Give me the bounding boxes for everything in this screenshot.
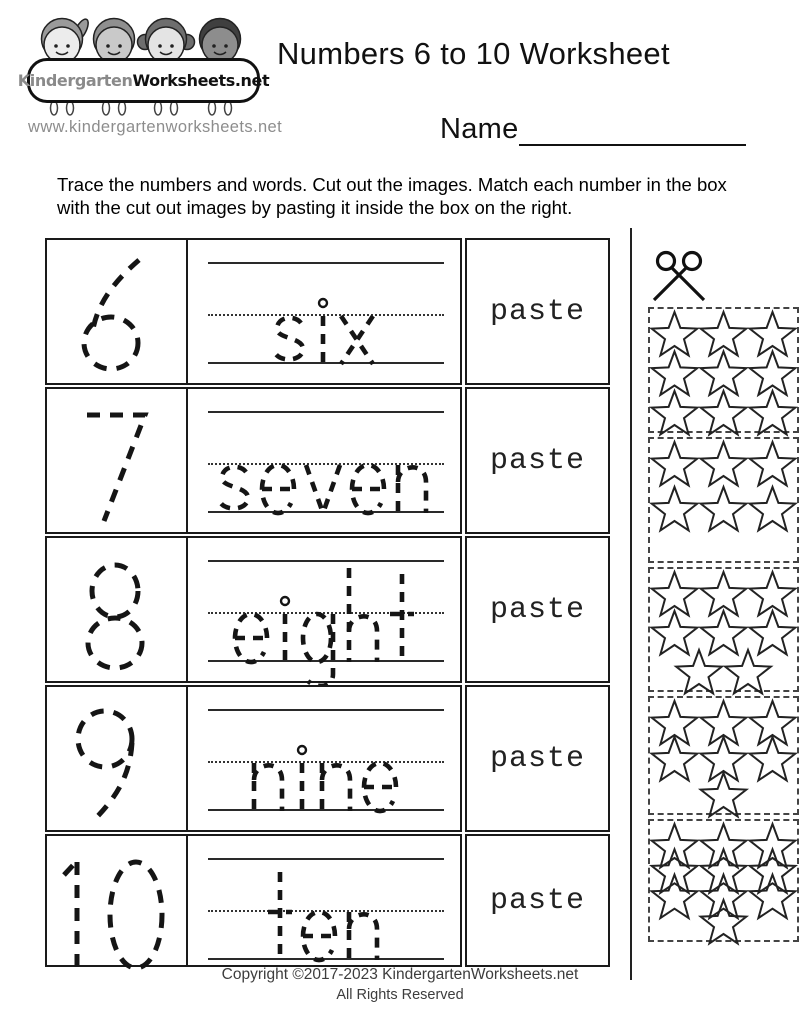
trace-number xyxy=(47,240,186,386)
footer xyxy=(0,966,800,1003)
trace-number-cell xyxy=(45,238,188,385)
paste-box xyxy=(465,387,610,534)
trace-number xyxy=(47,836,186,982)
column-divider-line xyxy=(630,228,632,980)
name-blank-line xyxy=(519,112,746,146)
paste-label: paste xyxy=(489,883,585,918)
website-url: www.kindergartenworksheets.net xyxy=(28,118,283,136)
trace-number-cell xyxy=(45,387,188,534)
logo xyxy=(17,12,270,122)
trace-number xyxy=(47,687,186,833)
paste-label: paste xyxy=(489,294,585,329)
trace-word xyxy=(188,389,460,535)
trace-word-cell xyxy=(186,238,462,385)
rights-text: All Rights Reserved xyxy=(336,987,464,1003)
trace-number xyxy=(47,538,186,684)
stars-icon xyxy=(650,698,797,813)
worksheet-row xyxy=(0,536,612,683)
star-boxes xyxy=(648,307,799,946)
stars-icon xyxy=(650,439,797,561)
trace-word-cell xyxy=(186,685,462,832)
trace-word-cell xyxy=(186,834,462,967)
cutout-star-box xyxy=(648,819,799,942)
worksheet-row xyxy=(0,685,612,832)
stars-icon xyxy=(650,309,797,431)
paste-label: paste xyxy=(489,741,585,776)
paste-box xyxy=(465,834,610,967)
trace-word xyxy=(188,240,460,386)
worksheet-row xyxy=(0,387,612,534)
trace-number xyxy=(47,389,186,535)
brand-name-black: Worksheets.net xyxy=(132,71,270,90)
trace-word xyxy=(188,687,460,833)
stars-icon xyxy=(650,569,797,690)
cutout-star-box xyxy=(648,567,799,692)
cutout-star-box xyxy=(648,437,799,563)
name-row xyxy=(440,112,746,146)
paste-box xyxy=(465,685,610,832)
trace-word-cell xyxy=(186,536,462,683)
trace-number-cell xyxy=(45,685,188,832)
paste-label: paste xyxy=(489,592,585,627)
scissors-icon xyxy=(652,248,714,306)
copyright-text: Copyright ©2017-2023 KindergartenWorksheets.net xyxy=(221,966,579,983)
instructions-text: Trace the numbers and words. Cut out the images. Match each number in the box with the cut out images by pasting it inside the box on the right. xyxy=(57,174,727,218)
trace-word-cell xyxy=(186,387,462,534)
cutout-star-box xyxy=(648,307,799,433)
paste-box xyxy=(465,238,610,385)
trace-word xyxy=(188,836,460,982)
worksheet-row xyxy=(0,834,612,967)
cutout-star-box xyxy=(648,696,799,815)
trace-number-cell xyxy=(45,834,188,967)
paste-label: paste xyxy=(489,443,585,478)
brand-name-gray: Kindergarten xyxy=(17,71,133,90)
paste-box xyxy=(465,536,610,683)
logo-banner xyxy=(17,58,270,103)
name-label: Name xyxy=(440,113,519,146)
stars-icon xyxy=(650,821,797,940)
worksheet-row xyxy=(0,238,612,385)
trace-number-cell xyxy=(45,536,188,683)
page-title: Numbers 6 to 10 Worksheet xyxy=(277,36,670,71)
trace-word xyxy=(188,538,460,684)
